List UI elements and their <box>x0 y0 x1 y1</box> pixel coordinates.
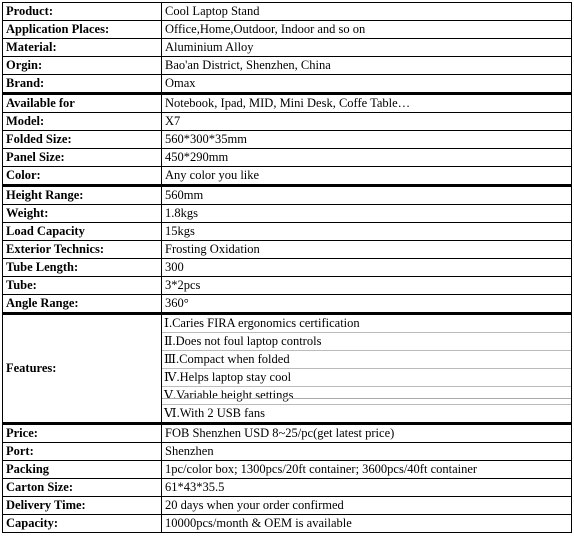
spec-label: Application Places: <box>3 21 162 39</box>
spec-value: Frosting Oxidation <box>162 241 572 259</box>
spec-value: 1.8kgs <box>162 205 572 223</box>
spec-row-material <box>3 39 572 57</box>
feature-item: Ⅳ.Helps laptop stay cool <box>162 369 571 387</box>
spec-value: Omax <box>162 75 572 94</box>
spec-value: 20 days when your order confirmed <box>162 497 572 515</box>
spec-value: 1pc/color box; 1300pcs/20ft container; 3600pcs/40ft container <box>162 461 572 479</box>
spec-row-model <box>3 113 572 131</box>
spec-value: 560mm <box>162 186 572 205</box>
spec-label: Delivery Time: <box>3 497 162 515</box>
spec-value: 15kgs <box>162 223 572 241</box>
spec-label: Available for <box>3 94 162 113</box>
spec-row-carton-size <box>3 479 572 497</box>
spec-value: Aluminium Alloy <box>162 39 572 57</box>
spec-label: Height Range: <box>3 186 162 205</box>
spec-row-load-capacity <box>3 223 572 241</box>
spec-label: Weight: <box>3 205 162 223</box>
spec-row-brand <box>3 75 572 94</box>
spec-value: 3*2pcs <box>162 277 572 295</box>
spec-row-tube-length <box>3 259 572 277</box>
spec-row-product <box>3 3 572 21</box>
feature-item: Ⅴ.Variable height settings <box>162 387 571 405</box>
feature-item: Ⅲ.Compact when folded <box>162 351 571 369</box>
spec-value: FOB Shenzhen USD 8~25/pc(get latest price) <box>162 424 572 443</box>
spec-row-price <box>3 424 572 443</box>
spec-row-origin <box>3 57 572 75</box>
spec-row-application-places <box>3 21 572 39</box>
spec-value: 300 <box>162 259 572 277</box>
spec-label: Color: <box>3 167 162 186</box>
spec-row-available-for <box>3 94 572 113</box>
spec-label: Product: <box>3 3 162 21</box>
feature-item: Ⅰ.Caries FIRA ergonomics certification <box>162 315 571 333</box>
spec-row-packing <box>3 461 572 479</box>
spec-row-port <box>3 443 572 461</box>
spec-value: 360° <box>162 295 572 314</box>
spec-value: 10000pcs/month & OEM is available <box>162 515 572 533</box>
spec-label: Folded Size: <box>3 131 162 149</box>
spec-row-panel-size <box>3 149 572 167</box>
spec-value: Any color you like <box>162 167 572 186</box>
feature-item: Ⅱ.Does not foul laptop controls <box>162 333 571 351</box>
spec-row-height-range <box>3 186 572 205</box>
spec-label: Tube: <box>3 277 162 295</box>
spec-row-delivery-time <box>3 497 572 515</box>
spec-row-tube <box>3 277 572 295</box>
spec-row-weight <box>3 205 572 223</box>
spec-label: Angle Range: <box>3 295 162 314</box>
spec-label: Exterior Technics: <box>3 241 162 259</box>
spec-label: Port: <box>3 443 162 461</box>
spec-value: X7 <box>162 113 572 131</box>
spec-label: Price: <box>3 424 162 443</box>
spec-value: 560*300*35mm <box>162 131 572 149</box>
spec-label: Carton Size: <box>3 479 162 497</box>
spec-label: Capacity: <box>3 515 162 533</box>
spec-value: 61*43*35.5 <box>162 479 572 497</box>
feature-item: Ⅵ.With 2 USB fans <box>164 406 265 420</box>
spec-label: Orgin: <box>3 57 162 75</box>
spec-label: Features: <box>3 314 162 424</box>
spec-row-angle-range <box>3 295 572 314</box>
spec-label: Panel Size: <box>3 149 162 167</box>
spec-label: Tube Length: <box>3 259 162 277</box>
spec-label: Model: <box>3 113 162 131</box>
spec-value: Cool Laptop Stand <box>162 3 572 21</box>
spec-row-exterior-technics <box>3 241 572 259</box>
spec-value: Shenzhen <box>162 443 572 461</box>
product-spec-table <box>2 2 572 533</box>
spec-value: Bao'an District, Shenzhen, China <box>162 57 572 75</box>
spec-value: 450*290mm <box>162 149 572 167</box>
spec-row-capacity <box>3 515 572 533</box>
spec-row-folded-size <box>3 131 572 149</box>
spec-label: Brand: <box>3 75 162 94</box>
spec-value: Office,Home,Outdoor, Indoor and so on <box>162 21 572 39</box>
spec-label: Packing <box>3 461 162 479</box>
features-list <box>162 314 572 424</box>
spec-label: Material: <box>3 39 162 57</box>
spec-row-features <box>3 314 572 424</box>
spec-label: Load Capacity <box>3 223 162 241</box>
spec-value: Notebook, Ipad, MID, Mini Desk, Coffe Table… <box>162 94 572 113</box>
spec-row-color <box>3 167 572 186</box>
